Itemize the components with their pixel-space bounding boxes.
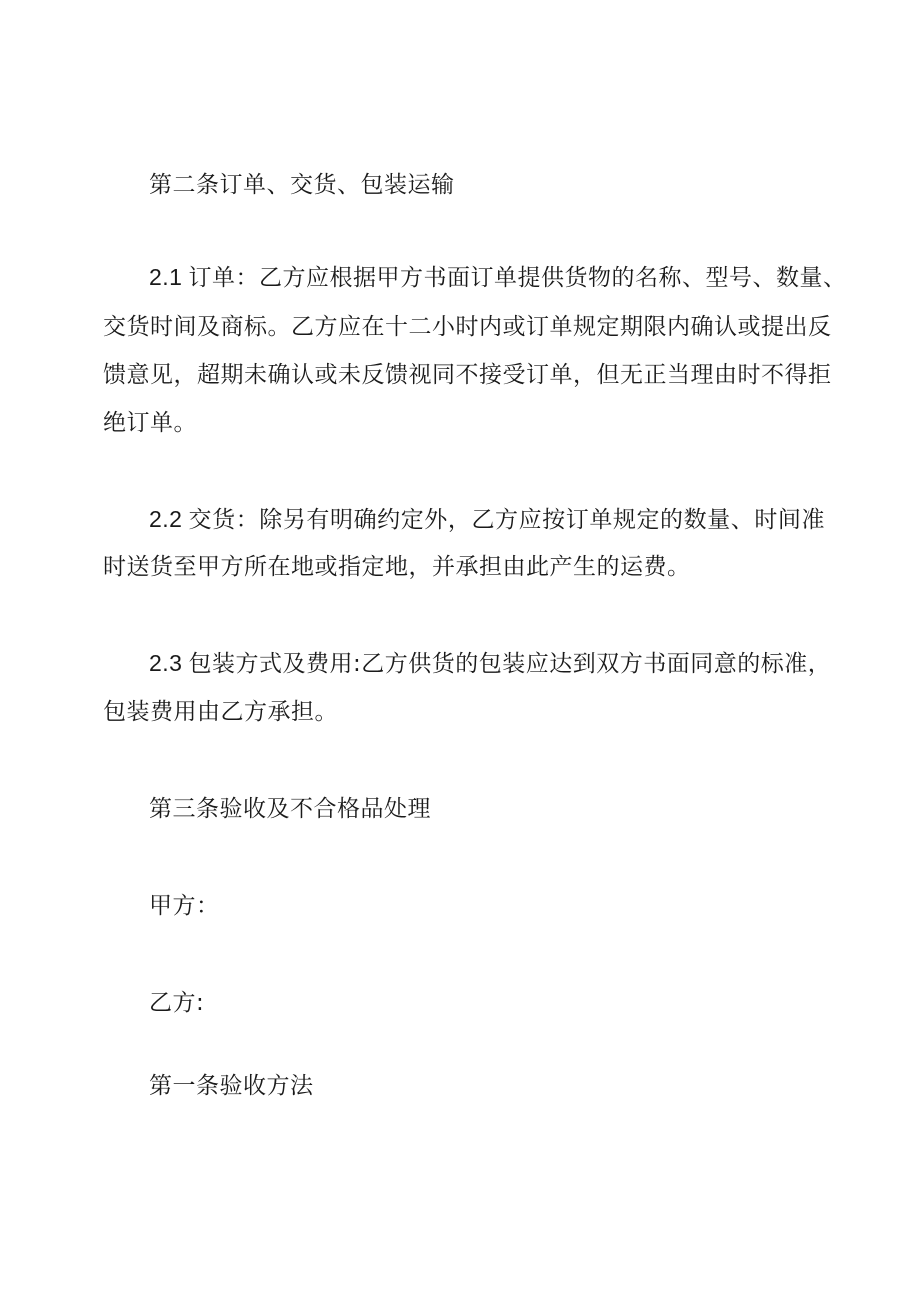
clause-2-1-line-4: 绝订单。 [103,410,197,436]
section-heading-1: 第一条验收方法 [149,1073,314,1099]
section-heading-3: 第三条验收及不合格品处理 [149,796,431,822]
clause-text: 订单：乙方应根据甲方书面订单提供货物的名称、型号、数量、 [188,265,847,291]
party-b-label: 乙方: [149,990,205,1016]
clause-2-2-line-2: 时送货至甲方所在地或指定地，并承担由此产生的运费。 [103,554,691,580]
section-heading-2: 第二条订单、交货、包装运输 [149,172,455,198]
clause-2-1-line-1 [149,262,847,293]
clause-2-3-line-1 [149,648,832,679]
clause-text: 包装方式及费用:乙方供货的包装应达到双方书面同意的标准， [188,651,832,677]
party-a-label: 甲方： [149,893,220,919]
clause-2-2-line-1 [149,504,825,535]
clause-2-3-line-2: 包装费用由乙方承担。 [103,699,338,725]
clause-text: 交货：除另有明确约定外，乙方应按订单规定的数量、时间准 [188,507,825,533]
clause-number: 2.1 [149,264,183,290]
clause-2-1-line-3: 馈意见，超期未确认或未反馈视同不接受订单，但无正当理由时不得拒 [103,362,832,388]
clause-number: 2.2 [149,506,183,532]
clause-2-1-line-2: 交货时间及商标。乙方应在十二小时内或订单规定期限内确认或提出反 [103,314,832,340]
clause-number: 2.3 [149,650,183,676]
